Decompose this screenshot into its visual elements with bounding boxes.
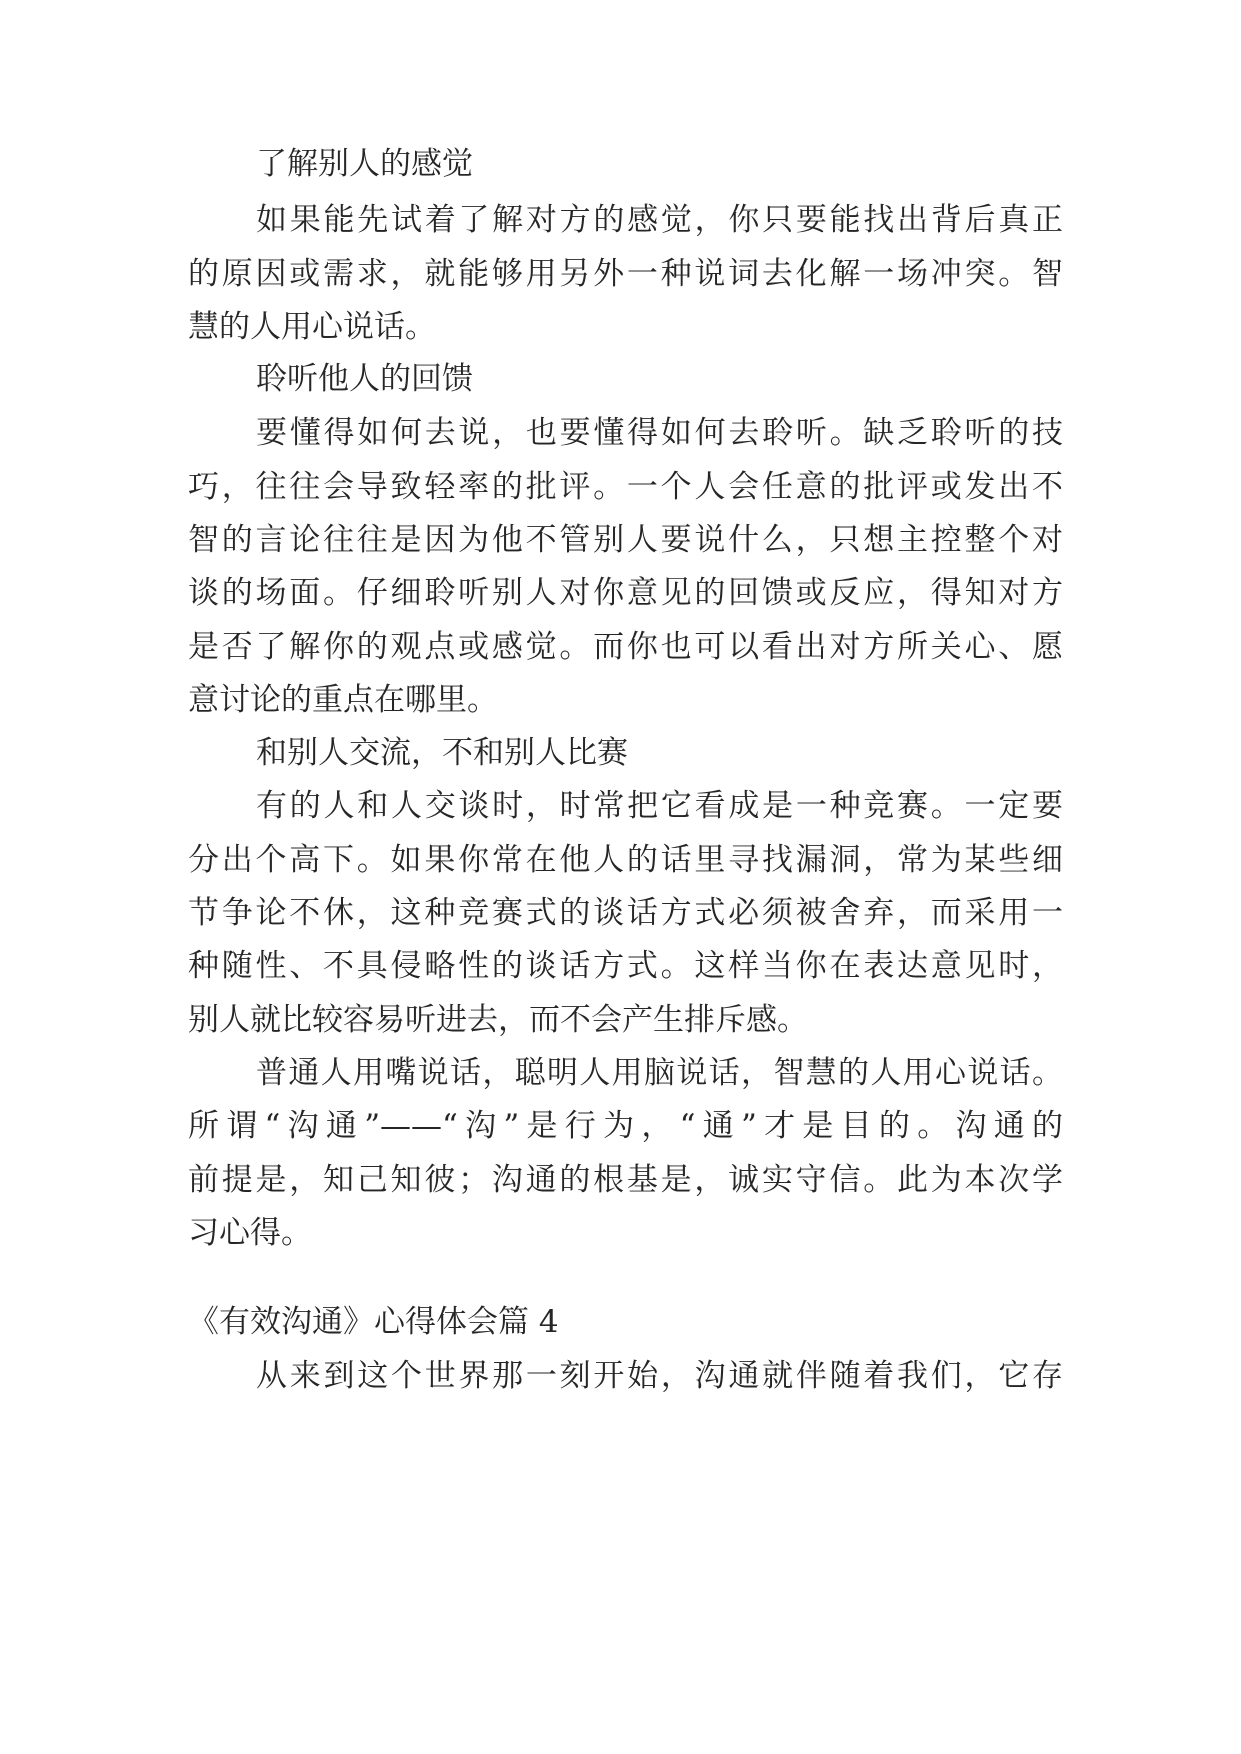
paragraph-line: 要懂得如何去说，也要懂得如何去聆听。缺乏聆听的技 xyxy=(256,415,1063,451)
paragraph-line: 智的言论往往是因为他不管别人要说什么，只想主控整个对 xyxy=(188,522,1063,558)
paragraph-line: 巧，往往会导致轻率的批评。一个人会任意的批评或发出不 xyxy=(188,469,1063,505)
heading-understand-feelings: 了解别人的感觉 xyxy=(256,146,473,182)
paragraph-line: 前提是，知己知彼；沟通的根基是，诚实守信。此为本次学 xyxy=(188,1162,1063,1198)
heading-listen-feedback: 聆听他人的回馈 xyxy=(256,361,473,397)
paragraph-line: 所谓“沟通”——“沟”是行为，“通”才是目的。沟通的 xyxy=(188,1108,1063,1144)
paragraph-line: 如果能先试着了解对方的感觉，你只要能找出背后真正 xyxy=(256,202,1063,238)
paragraph-line: 意讨论的重点在哪里。 xyxy=(188,682,498,718)
section-title: 《有效沟通》心得体会篇 4 xyxy=(188,1304,559,1340)
heading-communicate-not-compete: 和别人交流，不和别人比赛 xyxy=(256,735,628,771)
paragraph-line: 节争论不休，这种竞赛式的谈话方式必须被舍弃，而采用一 xyxy=(188,895,1063,931)
paragraph-line: 是否了解你的观点或感觉。而你也可以看出对方所关心、愿 xyxy=(188,629,1063,665)
paragraph-line: 从来到这个世界那一刻开始，沟通就伴随着我们，它存 xyxy=(256,1358,1063,1394)
paragraph-line: 分出个高下。如果你常在他人的话里寻找漏洞，常为某些细 xyxy=(188,842,1063,878)
paragraph-line: 的原因或需求，就能够用另外一种说词去化解一场冲突。智 xyxy=(188,256,1063,292)
paragraph-line: 种随性、不具侵略性的谈话方式。这样当你在表达意见时， xyxy=(188,948,1063,984)
paragraph-line: 别人就比较容易听进去，而不会产生排斥感。 xyxy=(188,1002,808,1038)
paragraph-line: 谈的场面。仔细聆听别人对你意见的回馈或反应，得知对方 xyxy=(188,575,1063,611)
paragraph-line: 习心得。 xyxy=(188,1215,312,1251)
paragraph-line: 普通人用嘴说话，聪明人用脑说话，智慧的人用心说话。 xyxy=(256,1055,1063,1091)
paragraph-line: 慧的人用心说话。 xyxy=(188,309,436,345)
paragraph-line: 有的人和人交谈时，时常把它看成是一种竞赛。一定要 xyxy=(256,788,1063,824)
